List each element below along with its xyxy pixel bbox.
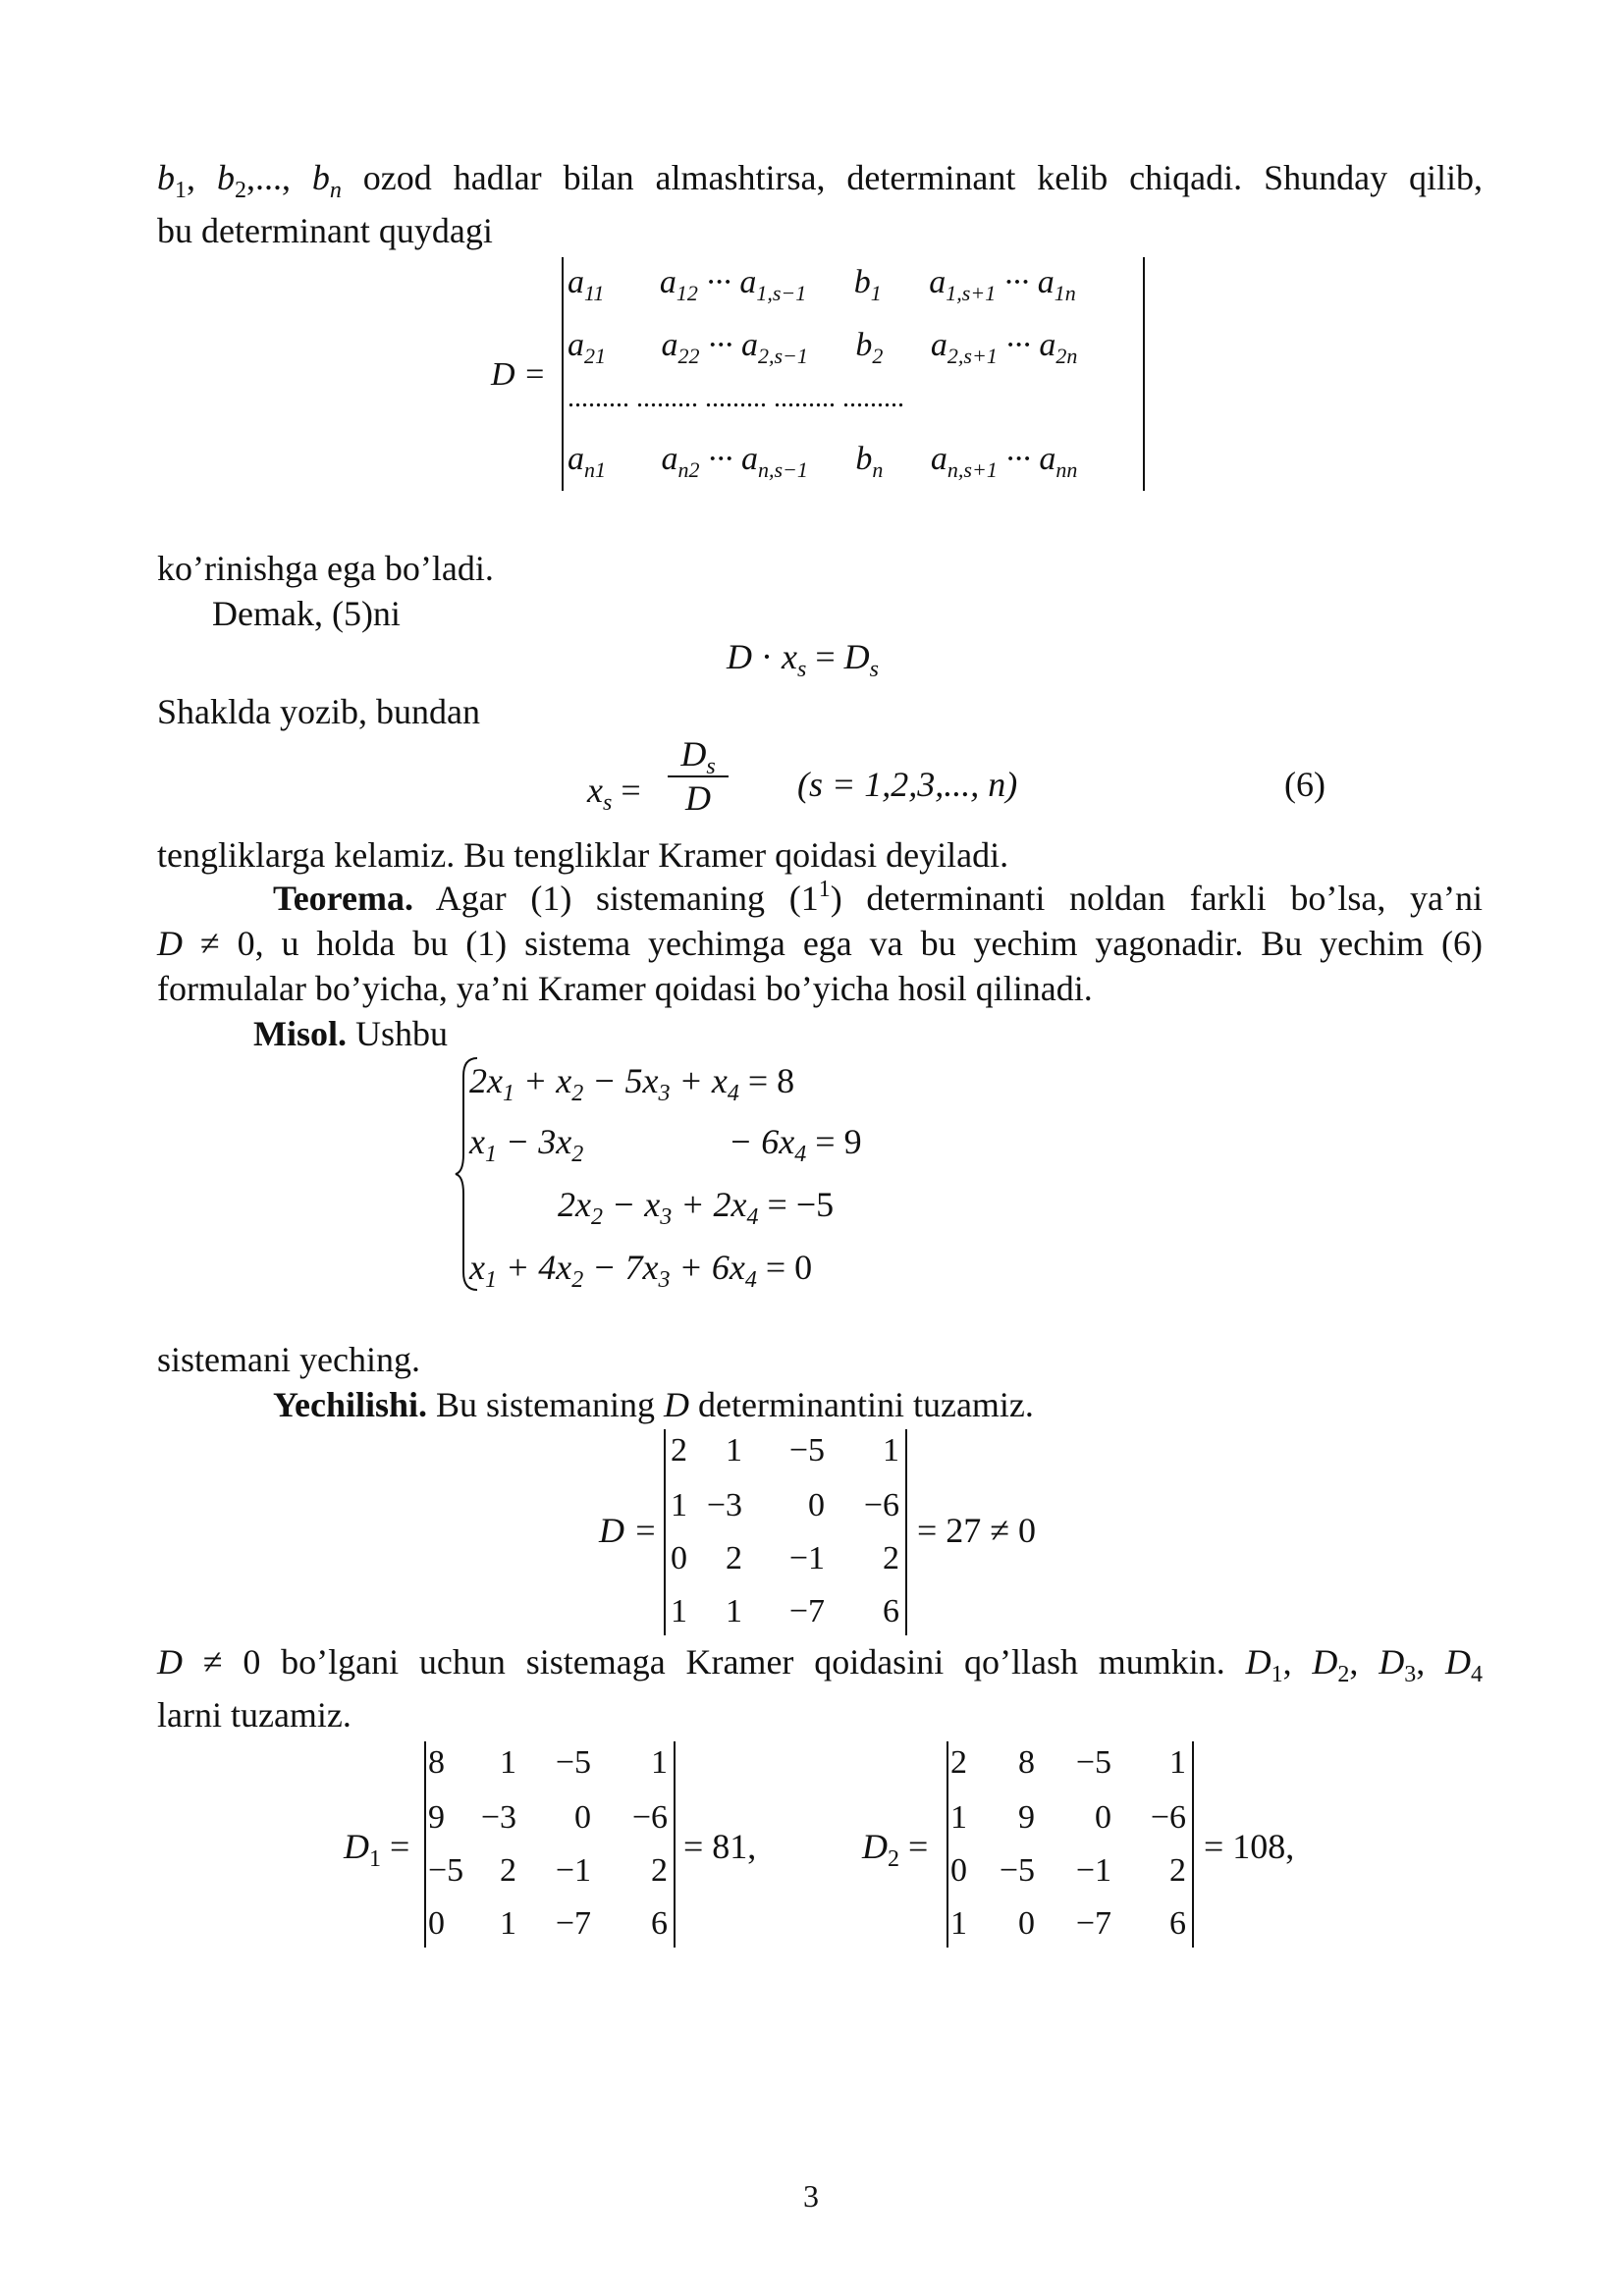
det-row: $a_{11}$ $a_{12}$ ··· $a_{1,s-1}$ $b_1$ $a_{1,s+1}$ ··· $a_{1n}$	[568, 264, 1076, 305]
fraction-denominator: D	[685, 778, 711, 818]
theorem-line-2: D ≠ 0, u holda bu (1) sistema yechimga ega va bu yechim yagonadir. Bu yechim (6)	[157, 924, 1483, 963]
det-row: $a_{n1}$ $a_{n2}$ ··· $a_{n,s-1}$ $b_n$ $a_{n,s+1}$ ··· $a_{nn}$	[568, 441, 1078, 482]
det-D2-result: = 108,	[1204, 1827, 1295, 1866]
equation-number: (6)	[1284, 765, 1325, 804]
det-cell: 1	[726, 1593, 742, 1629]
text: ozod hadlar bilan almashtirsa, determinant kelib chiqadi. Shunday qilib,	[341, 158, 1484, 197]
det-cell: 1	[500, 1744, 516, 1781]
det-cell: 0	[950, 1852, 967, 1889]
dots: ,...,	[245, 158, 291, 197]
fraction	[668, 734, 729, 819]
det-cell: −3	[480, 1799, 516, 1836]
det-cell: 9	[1018, 1799, 1035, 1836]
det-cell: 1	[726, 1432, 742, 1468]
det-cell: 6	[651, 1905, 668, 1942]
sub: n	[329, 178, 342, 203]
det-cell: −3	[706, 1487, 742, 1523]
det-D-result: = 27 ≠ 0	[917, 1511, 1037, 1550]
det-dots-row: ......... ......... ......... ......... .........	[568, 383, 904, 413]
determinant-D	[664, 1429, 907, 1635]
paragraph-line: Demak, (5)ni	[212, 594, 401, 633]
det-cell: 0	[428, 1905, 445, 1942]
det-cell: 2	[950, 1744, 967, 1781]
system-row-2: $x_1 - 3x_2$	[469, 1122, 584, 1167]
det-cell: 2	[726, 1540, 742, 1576]
det-cell: 1	[671, 1487, 687, 1523]
det-cell: 0	[1095, 1799, 1111, 1836]
b-var: b	[157, 158, 175, 197]
equation-condition: (s = 1,2,3,..., n)	[797, 765, 1018, 804]
determinant-D1	[424, 1741, 676, 1948]
det-D2-label: $D_2$ =	[862, 1827, 929, 1872]
det-cell: −5	[428, 1852, 464, 1889]
theorem-line-1: Teorema. Agar (1) sistemaning $(1^1)$ determinanti noldan farkli bo’lsa, ya’ni	[273, 877, 1483, 918]
system-row-4: $x_1 + 4x_2 - 7x_3 + 6x_4 = 0$	[469, 1248, 813, 1293]
det-cell: −1	[788, 1540, 825, 1576]
sub: 2	[234, 178, 246, 203]
det-D1-label: $D_1$ =	[344, 1827, 410, 1872]
theorem-line-3: formulalar bo’yicha, ya’ni Kramer qoidasi bo’yicha hosil qilinadi.	[157, 969, 1093, 1008]
det-cell: 8	[428, 1744, 445, 1781]
det-cell: 0	[574, 1799, 591, 1836]
paragraph-line: ko’rinishga ega bo’ladi.	[157, 549, 494, 588]
det-row: $a_{21}$ $a_{22}$ ··· $a_{2,s-1}$ $b_2$ $a_{2,s+1}$ ··· $a_{2n}$	[568, 327, 1078, 368]
det-cell: −5	[999, 1852, 1035, 1889]
paragraph-line: bu determinant quydagi	[157, 211, 493, 250]
det-cell: 2	[1169, 1852, 1186, 1889]
example-heading: Misol. Ushbu	[253, 1014, 449, 1053]
det-cell: −5	[788, 1432, 825, 1468]
det-cell: −7	[788, 1593, 825, 1629]
b-var: b	[216, 158, 235, 197]
det-cell: −7	[555, 1905, 591, 1942]
system-row-1: $2x_1 + x_2 - 5x_3 + x_4 = 8$	[469, 1061, 795, 1106]
det-cell: −6	[1150, 1799, 1186, 1836]
paragraph-line: Shaklda yozib, bundan	[157, 692, 480, 731]
det-cell: 2	[651, 1852, 668, 1889]
det-cell: 0	[1018, 1905, 1035, 1942]
paragraph-line: larni tuzamiz.	[157, 1695, 352, 1735]
det-cell: 1	[950, 1905, 967, 1942]
det-cell: 1	[651, 1744, 668, 1781]
det-cell: 1	[1169, 1744, 1186, 1781]
det-D1-result: = 81,	[683, 1827, 757, 1866]
det-cell: 2	[500, 1852, 516, 1889]
det-cell: 0	[808, 1487, 825, 1523]
det-cell: −5	[1075, 1744, 1111, 1781]
general-determinant	[562, 257, 1145, 491]
solution-heading: Yechilishi. Bu sistemaning D determinantini tuzamiz.	[273, 1385, 1034, 1424]
det-cell: 1	[883, 1432, 899, 1468]
det-cell: 2	[883, 1540, 899, 1576]
det-cell: −5	[555, 1744, 591, 1781]
det-cell: 1	[950, 1799, 967, 1836]
det-cell: −1	[1075, 1852, 1111, 1889]
det-label: D =	[491, 356, 546, 393]
det-cell: 0	[671, 1540, 687, 1576]
paragraph-line: sistemani yeching.	[157, 1340, 420, 1379]
det-cell: 2	[671, 1432, 687, 1468]
system-row-2-right: − $6x_4 = 9$	[729, 1122, 862, 1167]
sub: 1	[175, 178, 187, 203]
paragraph-line: tengliklarga kelamiz. Bu tengliklar Kramer qoidasi deyiladi.	[157, 835, 1009, 875]
equation-dxs: $D \cdot x_s = D_s$	[727, 637, 879, 682]
det-cell: 8	[1018, 1744, 1035, 1781]
det-cell: −7	[1075, 1905, 1111, 1942]
det-cell: −6	[863, 1487, 899, 1523]
det-cell: 6	[1169, 1905, 1186, 1942]
equation-cramer-lhs: $x_s$ =	[587, 771, 641, 816]
det-cell: 9	[428, 1799, 445, 1836]
fraction-numerator: $D_s$	[680, 734, 716, 779]
det-cell: 6	[883, 1593, 899, 1629]
det-cell: −6	[631, 1799, 668, 1836]
det-cell: −1	[555, 1852, 591, 1889]
page-number: 3	[803, 2178, 819, 2214]
b-var: b	[311, 158, 330, 197]
det-D-label: D =	[599, 1511, 658, 1550]
paragraph-intro: $b_1$, $b_2$,..., $b_n$ ozod hadlar bilan almashtirsa, determinant kelib chiqadi. Shunday qilib,	[157, 158, 1484, 203]
det-cell: 1	[671, 1593, 687, 1629]
det-cell: 1	[500, 1905, 516, 1942]
paragraph-kramer: D ≠ 0 bo’lgani uchun sistemaga Kramer qoidasini qo’llash mumkin. $D_1$, $D_2$, $D_3$, $D_4$	[157, 1642, 1484, 1687]
determinant-D2	[947, 1741, 1194, 1948]
system-row-3: $2x_2 - x_3 + 2x_4 = -5$	[558, 1185, 835, 1230]
